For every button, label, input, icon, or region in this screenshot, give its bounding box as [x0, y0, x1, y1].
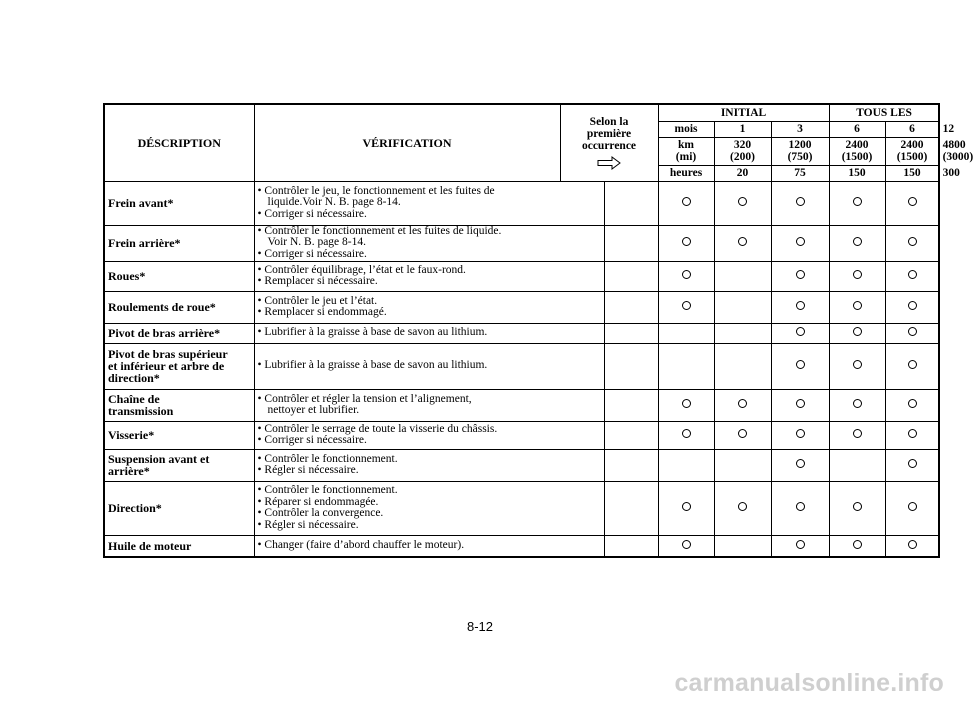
table-row	[104, 535, 939, 557]
km-number: 2400	[845, 139, 869, 151]
bullet-icon: •	[257, 518, 265, 531]
check-circle-icon	[908, 270, 917, 279]
interval-cell	[829, 421, 885, 449]
interval-label-cell	[604, 481, 658, 535]
km-value	[714, 137, 771, 165]
interval-label-cell	[604, 181, 658, 225]
maintenance-table	[103, 103, 973, 558]
check-circle-icon	[853, 237, 862, 246]
mi-number: (200)	[730, 151, 755, 163]
verification-text: Contrôler le fonctionnement et les fuites de liquide.	[264, 224, 502, 237]
heures-label: heures	[658, 165, 714, 181]
heures-value: 150	[829, 165, 885, 181]
interval-cell	[714, 225, 771, 261]
item-description	[104, 481, 254, 535]
verification-bullet-item	[258, 465, 601, 477]
interval-cell	[771, 225, 829, 261]
table-row	[104, 389, 939, 421]
km-number: 2400	[900, 139, 924, 151]
interval-cell	[885, 481, 939, 535]
check-circle-icon	[796, 540, 805, 549]
item-description-line: Huile de moteur	[108, 538, 192, 553]
interval-cell	[658, 323, 714, 343]
interval-cell	[885, 291, 939, 323]
bullet-icon: •	[257, 507, 265, 519]
item-description	[104, 535, 254, 557]
check-circle-icon	[853, 360, 862, 369]
check-circle-icon	[853, 399, 862, 408]
item-description-line: Frein arrière*	[108, 236, 181, 250]
verification-text-continued: liquide.Voir N. B. page 8-14.	[267, 196, 401, 209]
interval-label-cell	[604, 261, 658, 291]
check-circle-icon	[853, 429, 862, 438]
interval-cell	[829, 449, 885, 481]
interval-cell	[885, 181, 939, 225]
interval-cell	[714, 481, 771, 535]
interval-label-cell	[604, 323, 658, 343]
interval-cell	[658, 261, 714, 291]
interval-label-cell	[604, 225, 658, 261]
verification-bullet-item	[258, 209, 601, 221]
interval-cell	[714, 291, 771, 323]
heures-value: 75	[771, 165, 829, 181]
item-description-line: arrière*	[108, 464, 150, 478]
check-circle-icon	[853, 540, 862, 549]
item-description-line: direction*	[108, 371, 160, 385]
check-circle-icon	[853, 327, 862, 336]
table-row	[104, 343, 939, 389]
interval-label-cell	[604, 291, 658, 323]
check-circle-icon	[908, 327, 917, 336]
verification-bullet-item	[258, 327, 601, 339]
km-value	[885, 137, 939, 165]
check-circle-icon	[796, 327, 805, 336]
km-value	[829, 137, 885, 165]
bullet-icon: •	[257, 247, 265, 260]
bullet-icon: •	[257, 326, 265, 339]
bullet-icon: •	[257, 263, 265, 276]
verification-bullet-item	[258, 360, 601, 372]
verification-text: Corriger si nécessaire.	[264, 434, 367, 446]
verification-bullet-item	[258, 307, 601, 319]
interval-cell	[658, 225, 714, 261]
km-number: 1200	[788, 139, 812, 151]
verification-bullet-item	[258, 435, 601, 447]
item-description-line: Pivot de bras supérieur	[108, 347, 228, 361]
check-circle-icon	[682, 270, 691, 279]
verification-text: Contrôler la convergence.	[264, 507, 384, 519]
verification-text: Contrôler et régler la tension et l’alignement,	[264, 392, 472, 405]
bullet-icon: •	[257, 224, 265, 237]
check-circle-icon	[796, 502, 805, 511]
item-description	[104, 291, 254, 323]
check-circle-icon	[738, 237, 747, 246]
interval-cell	[658, 481, 714, 535]
interval-cell	[829, 535, 885, 557]
interval-cell	[658, 343, 714, 389]
mi-number: (1500)	[841, 151, 873, 163]
interval-cell	[714, 181, 771, 225]
header-description: DÉSCRIPTION	[104, 104, 254, 181]
km-number: 320	[733, 139, 752, 151]
item-description	[104, 181, 254, 225]
check-circle-icon	[682, 197, 691, 206]
check-circle-icon	[738, 399, 747, 408]
item-verification	[254, 421, 604, 449]
check-circle-icon	[908, 459, 917, 468]
interval-cell	[885, 225, 939, 261]
interval-cell	[658, 449, 714, 481]
bullet-icon: •	[257, 294, 265, 307]
km-row: km (mi) 320 (200) 1200 (750) 2400 (1500) 2400 (1500) 4800 (3000)	[104, 137, 939, 165]
table-body	[104, 181, 939, 557]
interval-cell	[658, 389, 714, 421]
check-circle-icon	[738, 429, 747, 438]
verification-text: Contrôler le fonctionnement.	[264, 452, 398, 465]
interval-cell	[714, 389, 771, 421]
check-circle-icon	[796, 399, 805, 408]
check-circle-icon	[908, 197, 917, 206]
interval-cell	[885, 389, 939, 421]
verification-text: Contrôler équilibrage, l’état et le faux-rond.	[264, 263, 466, 276]
check-circle-icon	[682, 502, 691, 511]
check-circle-icon	[853, 502, 862, 511]
mois-value: 3	[771, 121, 829, 137]
verification-text: Régler si nécessaire.	[264, 518, 359, 531]
interval-label-cell	[604, 421, 658, 449]
interval-cell	[771, 481, 829, 535]
item-description-line: et inférieur et arbre de	[108, 359, 225, 373]
item-verification	[254, 449, 604, 481]
item-description	[104, 343, 254, 389]
header-first-occurrence	[560, 104, 658, 181]
interval-cell	[829, 225, 885, 261]
interval-cell	[771, 535, 829, 557]
check-circle-icon	[796, 270, 805, 279]
verification-bullet-item	[258, 520, 601, 532]
check-circle-icon	[908, 237, 917, 246]
check-circle-icon	[682, 301, 691, 310]
interval-cell	[829, 291, 885, 323]
interval-cell	[771, 389, 829, 421]
bullet-icon: •	[257, 539, 265, 551]
bullet-icon: •	[257, 392, 265, 405]
verification-text-continued: Voir N. B. page 8-14.	[267, 236, 366, 249]
verification-text: Contrôler le jeu, le fonctionnement et les fuites de	[264, 184, 495, 197]
check-circle-icon	[853, 301, 862, 310]
check-circle-icon	[853, 270, 862, 279]
check-circle-icon	[738, 502, 747, 511]
item-verification	[254, 261, 604, 291]
interval-cell	[829, 261, 885, 291]
verification-text-continued: nettoyer et lubrifier.	[267, 404, 360, 416]
item-verification	[254, 389, 604, 421]
item-verification	[254, 343, 604, 389]
item-description-line: Direction*	[108, 501, 162, 515]
watermark: carmanualsonline.info	[674, 669, 944, 697]
check-circle-icon	[796, 237, 805, 246]
table-row	[104, 291, 939, 323]
mi-number: (750)	[787, 151, 813, 163]
heures-value: 20	[714, 165, 771, 181]
mois-row: mois 1 3 6 6 12	[104, 121, 939, 137]
item-description-line: Roues*	[108, 269, 146, 283]
item-verification	[254, 225, 604, 261]
bullet-icon: •	[257, 452, 265, 465]
check-circle-icon	[796, 301, 805, 310]
item-description-line: Chaîne de	[108, 392, 160, 406]
interval-cell	[771, 181, 829, 225]
interval-cell	[771, 323, 829, 343]
interval-cell	[771, 421, 829, 449]
bullet-icon: •	[257, 184, 265, 197]
check-circle-icon	[682, 540, 691, 549]
km-value	[771, 137, 829, 165]
header-verification: VÉRIFICATION	[254, 104, 560, 181]
bullet-icon: •	[257, 434, 265, 446]
mi-label-line: (mi)	[675, 151, 697, 163]
verification-text: Contrôler le jeu et l’état.	[264, 294, 378, 307]
interval-label-cell	[604, 343, 658, 389]
verification-text: Lubrifier à la graisse à base de savon au lithium.	[264, 359, 488, 372]
check-circle-icon	[796, 459, 805, 468]
bullet-icon: •	[257, 495, 265, 508]
mois-value: 1	[714, 121, 771, 137]
interval-cell	[714, 343, 771, 389]
item-verification	[254, 291, 604, 323]
first-occurrence-line: première	[586, 127, 632, 140]
verification-text: Changer (faire d’abord chauffer le moteur).	[264, 539, 465, 551]
interval-cell	[885, 343, 939, 389]
table-row	[104, 449, 939, 481]
interval-cell	[771, 261, 829, 291]
item-verification	[254, 323, 604, 343]
interval-cell	[658, 291, 714, 323]
interval-label-cell	[604, 449, 658, 481]
item-verification	[254, 481, 604, 535]
interval-cell	[771, 343, 829, 389]
check-circle-icon	[796, 197, 805, 206]
check-circle-icon	[682, 237, 691, 246]
interval-cell	[771, 449, 829, 481]
verification-bullet-item	[258, 540, 601, 552]
interval-label-cell	[604, 535, 658, 557]
check-circle-icon	[908, 301, 917, 310]
interval-cell	[658, 535, 714, 557]
bullet-icon: •	[257, 306, 265, 318]
verification-text: Réparer si endommagée.	[264, 495, 379, 508]
check-circle-icon	[908, 540, 917, 549]
interval-label-cell	[604, 389, 658, 421]
bullet-icon: •	[257, 359, 265, 372]
mois-value: 6	[885, 121, 939, 137]
check-circle-icon	[796, 429, 805, 438]
item-verification	[254, 181, 604, 225]
check-circle-icon	[682, 429, 691, 438]
interval-cell	[885, 261, 939, 291]
km-label	[658, 137, 714, 165]
verification-text: Remplacer si nécessaire.	[264, 275, 378, 287]
mois-label: mois	[658, 121, 714, 137]
interval-cell	[829, 323, 885, 343]
verification-bullet-item	[258, 249, 601, 261]
check-circle-icon	[796, 360, 805, 369]
item-description	[104, 421, 254, 449]
table-row	[104, 181, 939, 225]
interval-cell	[771, 291, 829, 323]
check-circle-icon	[908, 399, 917, 408]
mois-value: 6	[829, 121, 885, 137]
verification-text: Régler si nécessaire.	[264, 464, 359, 476]
interval-cell	[885, 421, 939, 449]
item-description	[104, 261, 254, 291]
item-description-line: Roulements de roue*	[108, 300, 216, 314]
verification-text: Lubrifier à la graisse à base de savon au lithium.	[264, 326, 488, 339]
table-row	[104, 421, 939, 449]
table-row	[104, 323, 939, 343]
arrow-right-icon	[597, 156, 621, 170]
check-circle-icon	[682, 399, 691, 408]
interval-cell	[714, 421, 771, 449]
first-occurrence-line: Selon la	[589, 115, 629, 128]
item-description	[104, 449, 254, 481]
item-description	[104, 389, 254, 421]
interval-cell	[658, 181, 714, 225]
interval-cell	[829, 481, 885, 535]
first-occurrence-line: occurrence	[581, 139, 637, 152]
check-circle-icon	[908, 502, 917, 511]
verification-text: Contrôler le serrage de toute la visserie du châssis.	[264, 422, 498, 435]
table-header	[104, 104, 973, 181]
verification-text: Corriger si nécessaire.	[264, 247, 367, 260]
item-description-line: Visserie*	[108, 428, 155, 442]
header-every: TOUS LES	[829, 104, 939, 121]
check-circle-icon	[908, 360, 917, 369]
interval-cell	[658, 421, 714, 449]
interval-cell	[829, 343, 885, 389]
interval-cell	[885, 535, 939, 557]
heures-row: heures 20 75 150 150 300	[104, 165, 939, 181]
item-description-line: Pivot de bras arrière*	[108, 326, 221, 340]
interval-cell	[885, 449, 939, 481]
item-verification	[254, 535, 604, 557]
interval-cell	[714, 535, 771, 557]
verification-text: Remplacer si endommagé.	[264, 306, 387, 318]
table-row	[104, 225, 939, 261]
bullet-icon: •	[257, 422, 265, 435]
table-row	[104, 261, 939, 291]
table-row	[104, 481, 939, 535]
interval-cell	[885, 323, 939, 343]
verification-text: Corriger si nécessaire.	[264, 207, 367, 220]
bullet-icon: •	[257, 207, 265, 220]
interval-cell	[714, 261, 771, 291]
check-circle-icon	[853, 197, 862, 206]
bullet-icon: •	[257, 484, 265, 496]
km-label-line: km	[678, 139, 694, 151]
item-description-line: transmission	[108, 404, 174, 418]
header-initial: INITIAL	[658, 104, 829, 121]
interval-cell	[829, 181, 885, 225]
bullet-icon: •	[257, 275, 265, 287]
mi-number: (1500)	[896, 151, 928, 163]
item-description-line: Suspension avant et	[108, 452, 210, 466]
interval-cell	[714, 323, 771, 343]
verification-text: Contrôler le fonctionnement.	[264, 484, 398, 496]
item-description-line: Frein avant*	[108, 196, 174, 210]
check-circle-icon	[908, 429, 917, 438]
heures-value: 150	[885, 165, 939, 181]
verification-bullet-item	[258, 276, 601, 288]
item-description	[104, 323, 254, 343]
item-description	[104, 225, 254, 261]
bullet-icon: •	[257, 464, 265, 476]
page-number: 8-12	[466, 619, 494, 634]
interval-cell	[714, 449, 771, 481]
interval-cell	[829, 389, 885, 421]
check-circle-icon	[738, 197, 747, 206]
